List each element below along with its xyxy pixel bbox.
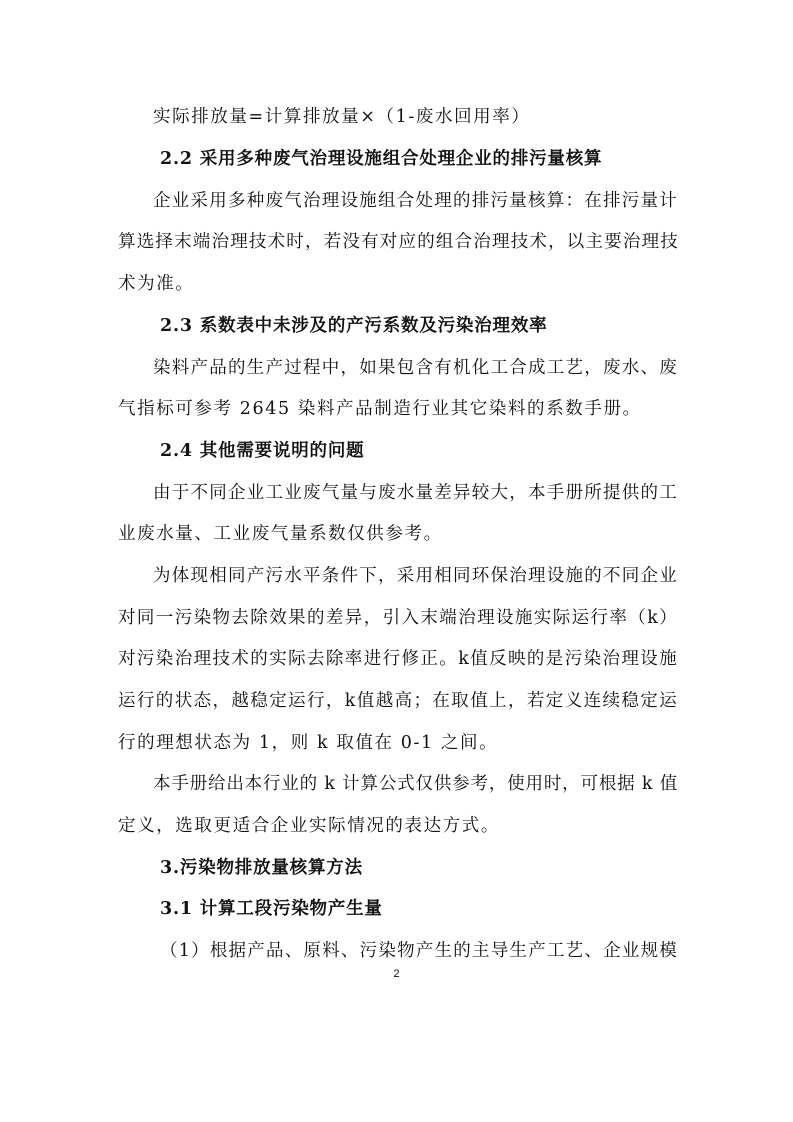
page-number: 2 [393, 968, 400, 980]
paragraph-line: 本手册给出本行业的 k 计算公式仅供参考，使用时，可根据 k 值 [153, 774, 678, 794]
paragraph-line: 算选择末端治理技术时，若没有对应的组合治理技术，以主要治理技 [118, 232, 679, 252]
paragraph-line: 气指标可参考 2645 染料产品制造行业其它染料的系数手册。 [118, 399, 642, 419]
formula-line: 实际排放量=计算排放量×（1-废水回用率） [153, 107, 531, 127]
section-heading-2-4: 2.4 其他需要说明的问题 [160, 441, 365, 461]
paragraph-line: 行的理想状态为 1，则 k 取值在 0-1 之间。 [118, 733, 499, 753]
paragraph-line: 对同一污染物去除效果的差异，引入末端治理设施实际运行率（k） [118, 608, 679, 628]
paragraph-line: （1）根据产品、原料、污染物产生的主导生产工艺、企业规模 [160, 941, 678, 961]
section-heading-3-1: 3.1 计算工段污染物产生量 [160, 899, 383, 919]
paragraph-line: 由于不同企业工业废气量与废水量差异较大，本手册所提供的工 [153, 483, 678, 503]
paragraph-line: 业废水量、工业废气量系数仅供参考。 [118, 524, 443, 544]
paragraph-line: 为体现相同产污水平条件下，采用相同环保治理设施的不同企业 [153, 566, 678, 586]
paragraph-line: 定义，选取更适合企业实际情况的表达方式。 [118, 816, 500, 836]
section-heading-3: 3.污染物排放量核算方法 [160, 858, 363, 878]
paragraph-line: 对污染治理技术的实际去除率进行修正。k值反映的是污染治理设施 [118, 649, 679, 669]
section-heading-2-2: 2.2 采用多种废气治理设施组合处理企业的排污量核算 [160, 149, 603, 169]
paragraph-line: 染料产品的生产过程中，如果包含有机化工合成工艺，废水、废 [153, 358, 678, 378]
section-heading-2-3: 2.3 系数表中未涉及的产污系数及污染治理效率 [160, 316, 548, 336]
paragraph-line: 运行的状态，越稳定运行，k值越高；在取值上，若定义连续稳定运 [118, 691, 679, 711]
paragraph-line: 企业采用多种废气治理设施组合处理的排污量核算：在排污量计 [153, 191, 678, 211]
paragraph-line: 术为准。 [118, 274, 195, 294]
